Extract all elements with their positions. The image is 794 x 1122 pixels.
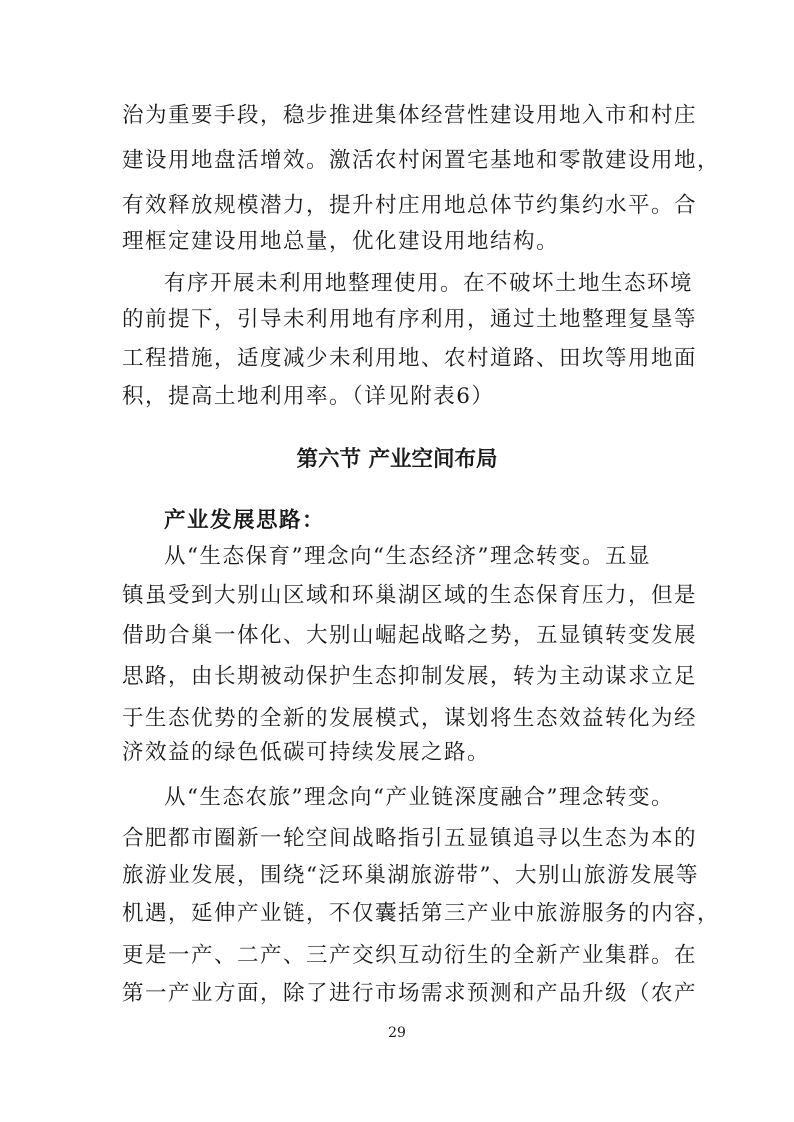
paragraph-2-line-2: 的前提下，引导未利用地有序利用，通过土地整理复垦等: [122, 307, 698, 332]
page-number: 29: [388, 1025, 406, 1041]
paragraph-4-line-3: 旅游业发展，围绕“泛环巢湖旅游带”、大别山旅游发展等: [122, 863, 699, 888]
paragraph-2-line-3: 工程措施，适度减少未利用地、农村道路、田坎等用地面: [122, 346, 698, 371]
paragraph-2-line-4: 积，提高土地利用率。（详见附表6）: [122, 384, 495, 409]
paragraph-3-line-2: 镇虽受到大别山区域和环巢湖区域的生态保育压力，但是: [122, 583, 698, 608]
section-heading: 第六节 产业空间布局: [296, 447, 498, 472]
paragraph-3-line-1: 从“生态保育”理念向“生态经济”理念转变。五显: [164, 544, 651, 569]
paragraph-4-line-5: 更是一产、二产、三产交织互动衍生的全新产业集群。在: [122, 943, 698, 968]
paragraph-2-line-1: 有序开展未利用地整理使用。在不破坏土地生态环境: [164, 271, 694, 296]
paragraph-3-line-5: 于生态优势的全新的发展模式，谋划将生态效益转化为经: [122, 706, 698, 731]
paragraph-3-line-3: 借助合巢一体化、大别山崛起战略之势，五显镇转变发展: [122, 623, 698, 648]
paragraph-3-line-6: 济效益的绿色低碳可持续发展之路。: [122, 740, 491, 765]
paragraph-3-line-4: 思路，由长期被动保护生态抑制发展，转为主动谋求立足: [122, 664, 698, 689]
paragraph-4-line-4: 机遇，延伸产业链，不仅囊括第三产业中旅游服务的内容，: [122, 901, 721, 926]
paragraph-4-line-1: 从“生态农旅”理念向“产业链深度融合”理念转变。: [164, 785, 674, 810]
paragraph-4-line-6: 第一产业方面，除了进行市场需求预测和产品升级（农产: [122, 981, 698, 1006]
paragraph-1-line-2: 建设用地盘活增效。激活农村闲置宅基地和零散建设用地，: [122, 148, 721, 173]
paragraph-1-line-3: 有效释放规模潜力，提升村庄用地总体节约集约水平。合: [122, 193, 698, 218]
paragraph-4-line-2: 合肥都市圈新一轮空间战略指引五显镇追寻以生态为本的: [122, 826, 698, 851]
paragraph-1-line-4: 理框定建设用地总量，优化建设用地结构。: [122, 229, 560, 254]
subheading: 产业发展思路：: [164, 508, 326, 533]
paragraph-1-line-1: 治为重要手段，稳步推进集体经营性建设用地入市和村庄: [122, 103, 698, 128]
